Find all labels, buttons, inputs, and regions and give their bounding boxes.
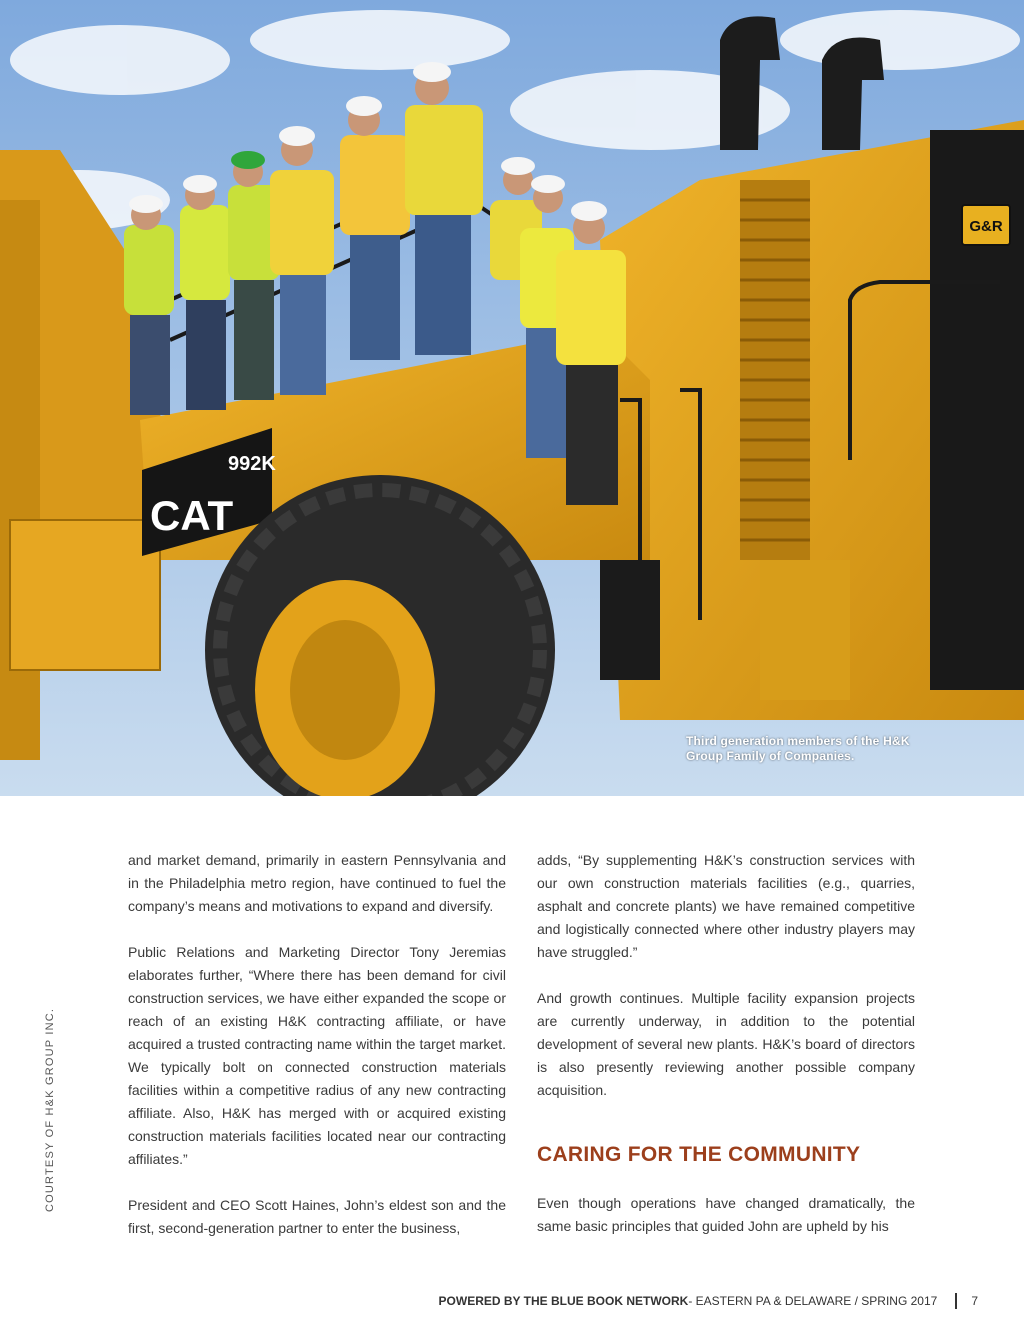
footer-edition: - EASTERN PA & DELAWARE / SPRING 2017 xyxy=(688,1294,938,1308)
right-paragraph-2: And growth continues. Multiple facility expansion projects are currently underway, in addition to the potential development of several new plants. H&K’s board of directors is also presently reviewing another possible company acquisition. xyxy=(537,990,915,1098)
photo-credit: COURTESY OF H&K GROUP INC. xyxy=(44,1007,56,1212)
front-panel xyxy=(10,520,160,670)
section-heading: CARING FOR THE COMMUNITY xyxy=(537,1143,861,1166)
page-number: 7 xyxy=(971,1294,978,1308)
right-paragraph-3: Even though operations have changed dramatically, the same basic principles that guided John are upheld by his xyxy=(537,1195,915,1234)
person-2 xyxy=(180,175,230,410)
left-column xyxy=(128,849,506,1263)
left-paragraph-2: Public Relations and Marketing Director Tony Jeremias elaborates further, “Where there has been demand for civil construction services, we have either expanded the scope or reach of an existing H&K contracting affiliate, or have acquired a trusted contracting name within the target market. We typically bolt on connected construction materials facilities within a competitive radius of any new contracting affiliate. Also, H&K has merged with or acquired existing construction materials facilities located near our contracting affiliates.” xyxy=(128,944,506,1167)
person-1 xyxy=(124,195,174,415)
wheel-hub xyxy=(290,620,400,760)
right-paragraph-1: adds, “By supplementing H&K’s construction services with our own construction materials facilities (e.g., quarries, asphalt and concrete plants) we have remained competitive and logistically connected where other industry players may have struggled.” xyxy=(537,852,915,960)
person-5 xyxy=(340,96,410,360)
model-label: 992K xyxy=(228,453,276,475)
footer-divider xyxy=(955,1293,957,1309)
bucket-edge xyxy=(0,200,40,760)
cat-logo: CAT xyxy=(150,492,234,539)
footer-brand: POWERED BY THE BLUE BOOK NETWORK xyxy=(438,1294,689,1308)
rear-panel xyxy=(760,560,850,700)
photo-caption: Third generation members of the H&K Group Family of Companies. xyxy=(686,734,910,763)
right-column xyxy=(537,849,915,1261)
dealer-badge-text: G&R xyxy=(969,218,1003,235)
left-paragraph-1: and market demand, primarily in eastern Pennsylvania and in the Philadelphia metro region, have continued to fuel the company’s means and motivations to expand and diversify. xyxy=(128,852,506,914)
radiator-louvers xyxy=(740,180,810,560)
step-ladder xyxy=(600,560,660,680)
left-paragraph-3: President and CEO Scott Haines, John’s eldest son and the first, second-generation partner to enter the business, xyxy=(128,1197,506,1236)
page-footer xyxy=(439,1292,978,1310)
